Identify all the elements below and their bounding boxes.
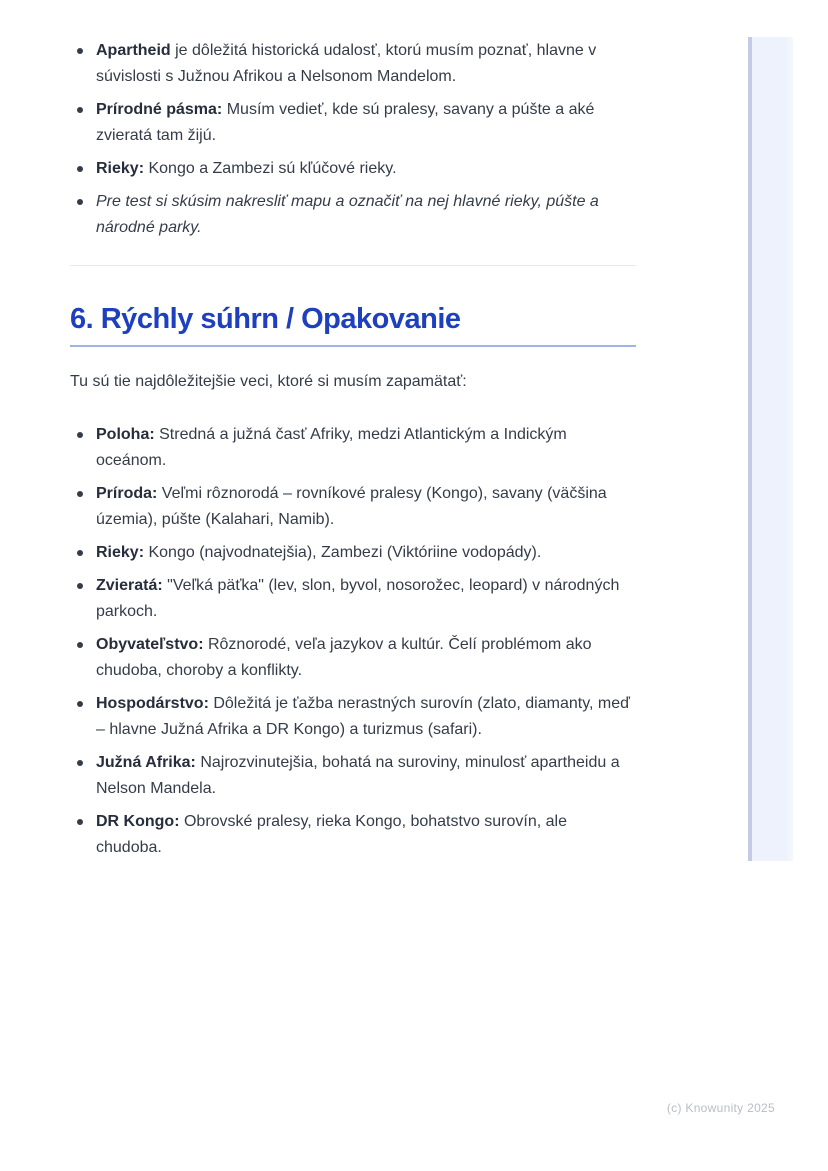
summary-bullet-list [70,422,636,861]
bullet-term: Apartheid [96,42,171,59]
bullet-term: Zvieratá: [96,577,163,594]
bullet-term: Prírodné pásma: [96,101,223,118]
list-item [70,156,636,182]
list-item [70,481,636,533]
bullet-term: Príroda: [96,485,158,502]
section-heading: 6. Rýchly súhrn / Opakovanie [70,302,636,347]
list-item [70,632,636,684]
bullet-note-text: Pre test si skúsim nakresliť mapu a označiť na nej hlavné rieky, púšte a národné parky. [96,193,599,236]
document-content [70,38,636,868]
bullet-marker-icon [77,760,83,766]
list-item [70,691,636,743]
bullet-term: Rieky: [96,160,145,177]
list-item [70,750,636,802]
bullet-term: Poloha: [96,426,155,443]
list-item [70,97,636,149]
bullet-desc: Najrozvinutejšia, bohatá na suroviny, minulosť apartheidu a Nelson Mandela. [96,754,620,797]
list-item [70,422,636,474]
bullet-term: DR Kongo: [96,813,180,830]
bullet-term: Obyvateľstvo: [96,636,204,653]
list-item-note [70,189,636,241]
bullet-desc: "Veľká päťka" (lev, slon, byvol, nosorožec, leopard) v národných parkoch. [96,577,620,620]
bullet-desc: Kongo a Zambezi sú kľúčové rieky. [144,160,397,177]
section-intro-text: Tu sú tie najdôležitejšie veci, ktoré si musím zapamätať: [70,373,467,390]
bullet-desc: Stredná a južná časť Afriky, medzi Atlantickým a Indickým oceánom. [96,426,567,469]
bullet-marker-icon [77,819,83,825]
bullet-desc: Dôležitá je ťažba nerastných surovín (zlato, diamanty, meď – hlavne Južná Afrika a DR Kongo) a turizmus (safari). [96,695,630,738]
bullet-marker-icon [77,432,83,438]
bullet-marker-icon [77,583,83,589]
bullet-marker-icon [77,491,83,497]
list-item [70,540,636,566]
copyright-footer: (c) Knowunity 2025 [666,1101,775,1115]
bullet-marker-icon [77,199,83,205]
list-item [70,38,636,90]
bullet-marker-icon [77,701,83,707]
bullet-term: Rieky: [96,544,145,561]
list-item [70,573,636,625]
intro-bullet-list [70,38,636,241]
bullet-marker-icon [77,48,83,54]
bullet-term: Južná Afrika: [96,754,196,771]
list-item [70,809,636,861]
bullet-desc: Kongo (najvodnatejšia), Zambezi (Viktóriine vodopády). [144,544,542,561]
bullet-marker-icon [77,166,83,172]
page-edge-strip [748,37,793,861]
bullet-term: Hospodárstvo: [96,695,209,712]
bullet-desc: Rôznorodé, veľa jazykov a kultúr. Čelí problémom ako chudoba, choroby a konflikty. [96,636,592,679]
bullet-marker-icon [77,550,83,556]
bullet-desc: Obrovské pralesy, rieka Kongo, bohatstvo surovín, ale chudoba. [96,813,567,856]
content-divider [70,265,636,266]
bullet-desc: je dôležitá historická udalosť, ktorú musím poznať, hlavne v súvislosti s Južnou Afrikou a Nelsonom Mandelom. [96,42,597,85]
bullet-desc: Musím vedieť, kde sú pralesy, savany a púšte a aké zvieratá tam žijú. [96,101,595,144]
bullet-marker-icon [77,107,83,113]
bullet-marker-icon [77,642,83,648]
bullet-desc: Veľmi rôznorodá – rovníkové pralesy (Kongo), savany (väčšina územia), púšte (Kalahari, Namib). [96,485,607,528]
